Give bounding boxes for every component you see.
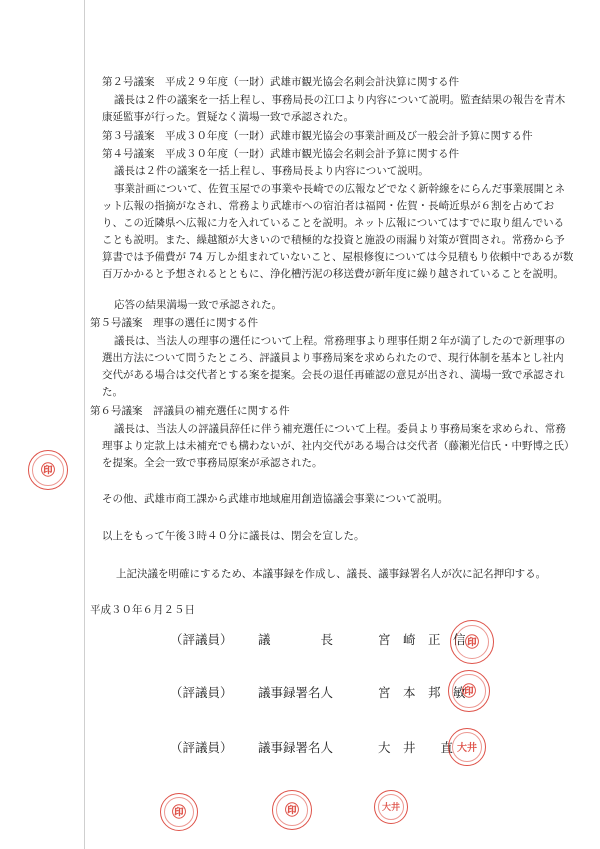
signature-role-tag: （評議員） <box>170 632 233 647</box>
item3-heading: 第３号議案 平成３０年度（一財）武雄市観光協会の事業計画及び一般会計予算に関する件 <box>102 130 533 142</box>
signature-title: 議 長 <box>258 632 334 647</box>
other-note: その他、武雄市商工課から武雄市地域雇用創造協議会事業について説明。 <box>102 493 449 505</box>
closing-note: 以上をもって午後３時４０分に議長は、閉会を宣した。 <box>102 530 365 542</box>
margin-rule <box>84 0 85 849</box>
signature-role-tag: （評議員） <box>170 740 233 755</box>
item6-heading: 第６号議案 評議員の補充選任に関する件 <box>90 405 290 417</box>
bottom-seal-3-icon: 大井 <box>374 790 408 824</box>
item4-body3: 応答の結果満場一致で承認された。 <box>114 299 282 311</box>
item5-heading: 第５号議案 理事の選任に関する件 <box>90 317 258 329</box>
signature-name: 宮 崎 正 信 <box>378 632 466 647</box>
item5-body: 議長は、当法人の理事の選任について上程。常務理事より理事任期２年が満了したので新理事の選出方法について問うたところ、評議員より事務局案を求められたので、現行体制を基本とし社内交代がある場合は交代者とする案を提案。会長の退任再確認の意見が出され、満場一致で承認された。 <box>102 335 566 398</box>
item4-heading: 第４号議案 平成３０年度（一財）武雄市観光協会名刺会計予算に関する件 <box>102 148 459 160</box>
bottom-seal-1-icon: ㊞ <box>160 793 198 831</box>
item4-body1: 議長は２件の議案を一括上程し、事務局長より内容について説明。 <box>114 165 429 177</box>
signature-name: 大 井 直 <box>378 740 454 755</box>
signer1-seal-icon: ㊞ <box>448 670 490 712</box>
item6-body: 議長は、当法人の評議員辞任に伴う補充選任について上程。委員より事務局案を求められ、常務理事より定款上は未補充でも構わないが、社内交代がある場合は交代者（藤瀬光信氏・中野博之氏）を提案。全会一致で事務局原案が承認された。 <box>102 423 570 469</box>
item2-body: 議長は２件の議案を一括上程し、事務局長の江口より内容について説明。監査結果の報告を青木康延監事が行った。質疑なく満場一致で承認された。 <box>102 94 566 123</box>
signer2-seal-icon: 大井 <box>448 728 486 766</box>
signature-title: 議事録署名人 <box>258 740 334 755</box>
item2-heading: 第２号議案 平成２９年度（一財）武雄市観光協会名刺会計決算に関する件 <box>102 76 459 88</box>
bottom-seal-2-icon: ㊞ <box>272 790 312 830</box>
margin-seal-icon: ㊞ <box>28 450 68 490</box>
signature-role-tag: （評議員） <box>170 685 233 700</box>
signature-name: 宮 本 邦 敏 <box>378 685 466 700</box>
item4-body2: 事業計画について、佐賀玉屋での事業や長崎での広報などでなく新幹線をにらんだ事業展開とネット広報の指摘がなされ、常務より武雄市への宿泊者は福岡・佐賀・長崎近県が６割を占めており、この近隣県へ広報に力を入れていることを説明。ネット広報についてはすでに取り組んでいることも説明。また、繰越額が大きいので積極的な投資と施設の雨漏り対策が質問され。常務から予算書では予備費が 74 万しか組まれていないこと、屋根修復については今見積もり依頼中であるが数百万かかると予想されるとともに、浄化槽汚泥の移送費が新年度に繰り越されていることを説明。 <box>102 183 574 280</box>
signature-title: 議事録署名人 <box>258 685 334 700</box>
document-date: 平成３０年６月２５日 <box>90 604 195 616</box>
attestation-note: 上記決議を明確にするため、本議事録を作成し、議長、議事録署名人が次に記名押印する。 <box>116 568 547 580</box>
chair-seal-icon: ㊞ <box>450 620 494 664</box>
